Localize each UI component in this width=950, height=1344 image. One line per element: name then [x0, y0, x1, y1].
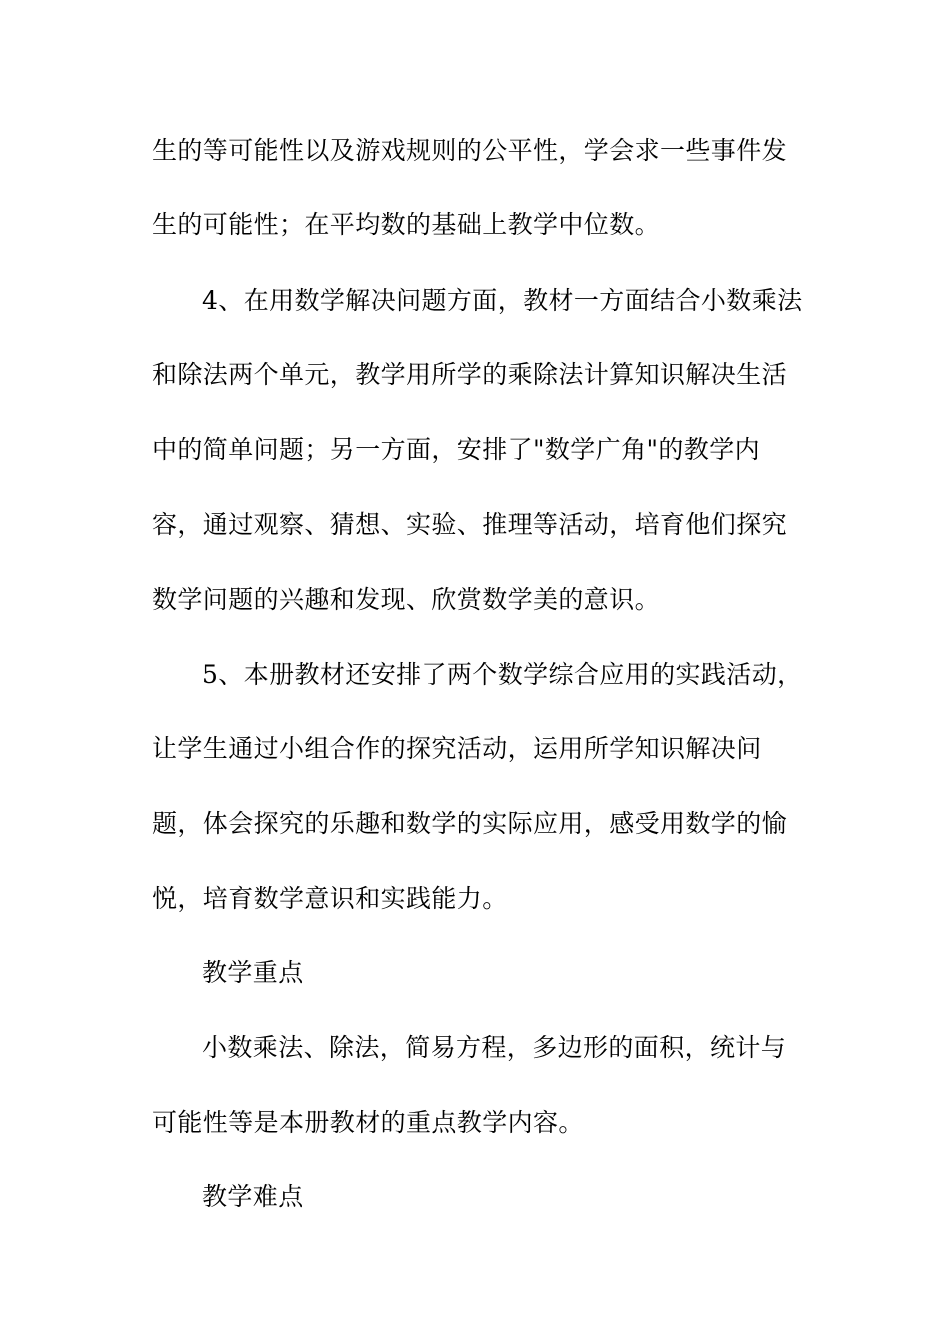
paragraph-line: 4、在用数学解决问题方面，教材一方面结合小数乘法: [202, 286, 803, 315]
paragraph-line: 让学生通过小组合作的探究活动，运用所学知识解决问: [152, 734, 762, 763]
paragraph-line: 可能性等是本册教材的重点教学内容。: [152, 1108, 584, 1137]
section-heading: 教学难点: [202, 1182, 304, 1211]
paragraph-line: 5、本册教材还安排了两个数学综合应用的实践活动，: [202, 660, 803, 689]
section-heading: 教学重点: [202, 958, 304, 987]
paragraph-line: 生的等可能性以及游戏规则的公平性，学会求一些事件发: [152, 136, 788, 165]
paragraph-line: 悦，培育数学意识和实践能力。: [152, 884, 508, 913]
paragraph-line: 生的可能性；在平均数的基础上教学中位数。: [152, 210, 661, 239]
paragraph-line: 中的简单问题；另一方面，安排了"数学广角"的教学内: [152, 435, 760, 464]
paragraph-line: 容，通过观察、猜想、实验、推理等活动，培育他们探究: [152, 510, 788, 539]
paragraph-line: 题，体会探究的乐趣和数学的实际应用，感受用数学的愉: [152, 809, 788, 838]
paragraph-line: 数学问题的兴趣和发现、欣赏数学美的意识。: [152, 585, 661, 614]
paragraph-line: 小数乘法、除法，简易方程，多边形的面积，统计与: [202, 1033, 787, 1062]
paragraph-line: 和除法两个单元，教学用所学的乘除法计算知识解决生活: [152, 360, 788, 389]
